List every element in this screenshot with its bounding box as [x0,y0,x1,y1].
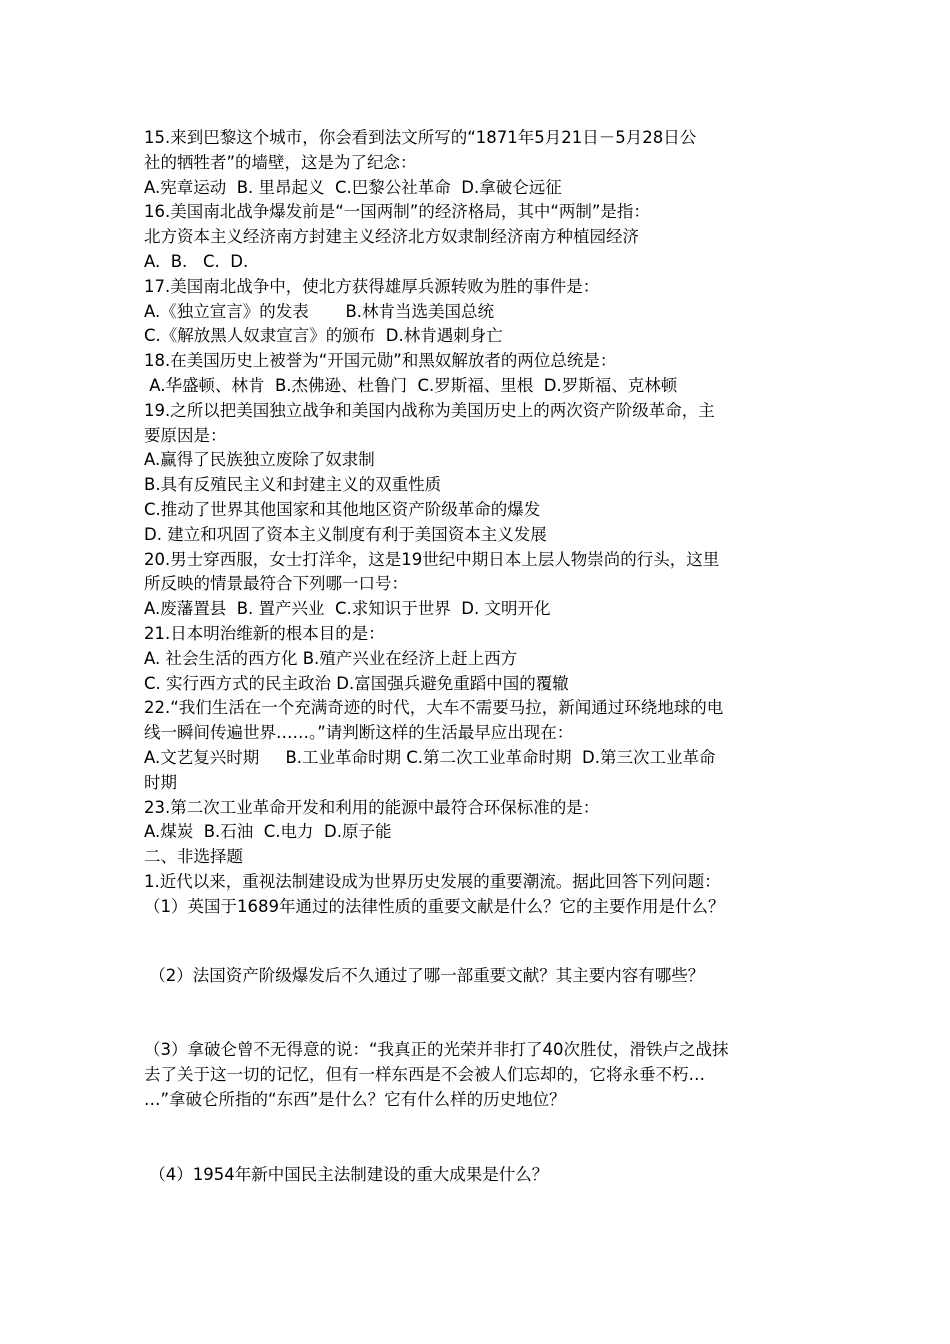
q23-options: A.煤炭 B.石油 C.电力 D.原子能 [144,822,392,842]
q21-options-cd: C. 实行西方式的民主政治 D.富国强兵避免重蹈中国的覆辙 [144,673,569,693]
q23-stem: 23.第二次工业革命开发和利用的能源中最符合环保标准的是： [144,797,600,817]
q20-options: A.废藩置县 B. 置产兴业 C.求知识于世界 D. 文明开化 [144,599,551,619]
q15-stem-line1: 15.来到巴黎这个城市，你会看到法文所写的“1871年5月21日－5月28日公 [144,128,697,147]
essay-subquestion-2: （2）法国资产阶级爆发后不久通过了哪一部重要文献？其主要内容有哪些？ [144,965,705,985]
essay-subquestion-3-line1: （3）拿破仑曾不无得意的说：“我真正的光荣并非打了40次胜仗，滑铁卢之战抹 [144,1040,729,1060]
essay-subquestion-3-line3: …”拿破仑所指的“东西”是什么？它有什么样的历史地位？ [144,1089,566,1109]
section-heading: 二、非选择题 [144,847,243,867]
q16-stem-line1: 16.美国南北战争爆发前是“一国两制”的经济格局，其中“两制”是指： [144,202,650,222]
q16-stem-line2: 北方资本主义经济南方封建主义经济北方奴隶制经济南方种植园经济 [144,227,639,247]
q22-options-line2: 时期 [144,772,177,792]
q22-stem-line2: 线一瞬间传遍世界……。”请判断这样的生活最早应出现在： [144,723,574,743]
q19-option-c: C.推动了世界其他国家和其他地区资产阶级革命的爆发 [144,499,541,519]
q22-stem-line1: 22.“我们生活在一个充满奇迹的时代，大车不需要马拉，新闻通过环绕地球的电 [144,698,724,718]
q17-stem: 17.美国南北战争中，使北方获得雄厚兵源转败为胜的事件是： [144,276,600,296]
q19-option-a: A.赢得了民族独立废除了奴隶制 [144,450,375,470]
q19-stem-line2: 要原因是： [144,425,227,445]
q17-options-cd: C.《解放黑人奴隶宣言》的颁布 D.林肯遇刺身亡 [144,326,503,346]
answer-space-1 [144,920,814,964]
q20-stem-line2: 所反映的情景最符合下列哪一口号： [144,574,408,594]
q18-stem: 18.在美国历史上被誉为“开国元勋”和黑奴解放者的两位总统是： [144,351,617,371]
q21-stem: 21.日本明治维新的根本目的是： [144,623,385,643]
q19-option-d: D. 建立和巩固了资本主义制度有利于美国资本主义发展 [144,524,547,544]
q17-options-ab: A.《独立宣言》的发表 B.林肯当选美国总统 [144,301,495,321]
q16-options: A. B. C. D. [144,251,249,271]
q19-stem-line1: 19.之所以把美国独立战争和美国内战称为美国历史上的两次资产阶级革命，主 [144,400,715,420]
q19-option-b: B.具有反殖民主义和封建主义的双重性质 [144,475,442,495]
essay-subquestion-1: （1）英国于1689年通过的法律性质的重要文献是什么？它的主要作用是什么？ [144,896,725,916]
q18-options: A.华盛顿、林肯 B.杰佛逊、杜鲁门 C.罗斯福、里根 D.罗斯福、克林顿 [144,375,678,395]
essay-question-intro: 1.近代以来，重视法制建设成为世界历史发展的重要潮流。据此回答下列问题： [144,871,721,891]
answer-space-2 [144,988,814,1038]
answer-space-3 [144,1113,814,1163]
q20-stem-line1: 20.男士穿西服，女士打洋伞，这是19世纪中期日本上层人物崇尚的行头，这里 [144,549,720,569]
q15-stem-line2: 社的牺牲者”的墙壁，这是为了纪念： [144,152,417,172]
q22-options-line1: A.文艺复兴时期 B.工业革命时期 C.第二次工业革命时期 D.第三次工业革命 [144,747,716,767]
essay-subquestion-4: （4）1954年新中国民主法制建设的重大成果是什么？ [144,1164,549,1184]
q21-options-ab: A. 社会生活的西方化 B.殖产兴业在经济上赶上西方 [144,648,518,668]
document-body [144,126,814,1187]
q15-options: A.宪章运动 B. 里昂起义 C.巴黎公社革命 D.拿破仑远征 [144,177,562,197]
essay-subquestion-3-line2: 去了关于这一切的记忆，但有一样东西是不会被人们忘却的，它将永垂不朽… [144,1065,705,1085]
